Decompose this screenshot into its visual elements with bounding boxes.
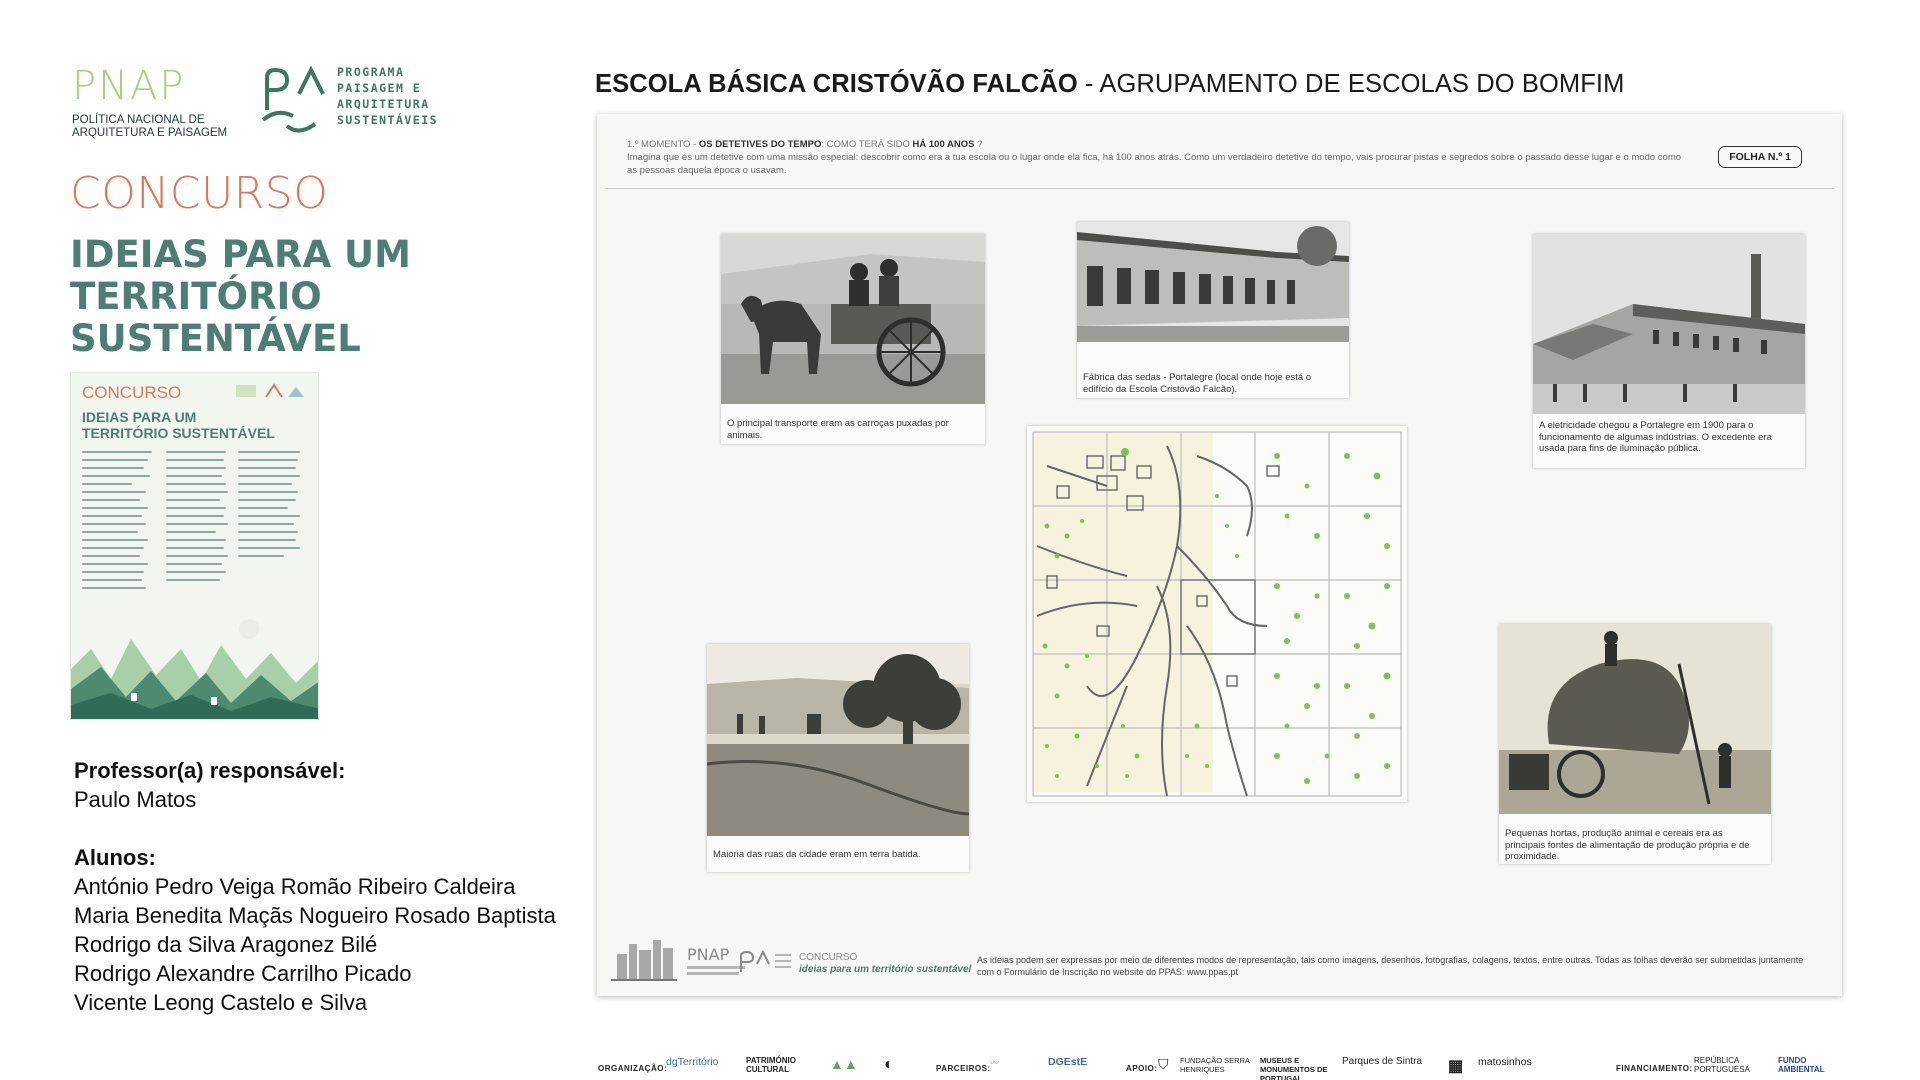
worksheet-footer-ppas-icon [737, 950, 793, 980]
ppas-mark-icon [259, 64, 331, 136]
worksheet-scan [597, 114, 1842, 996]
teacher-name: Paulo Matos [74, 787, 197, 812]
school-title [595, 70, 1624, 99]
pnap-subtitle [72, 114, 242, 140]
poster-label: CONCURSO [82, 383, 182, 402]
photo-horse-cart [721, 234, 985, 444]
pnap-logo [72, 64, 237, 140]
student-name: António Pedro Veiga Romão Ribeiro Caldeira [74, 874, 516, 899]
pnap-sub-line2: ARQUITETURA E PAISAGEM [72, 127, 228, 139]
financiamento-label: FINANCIAMENTO: [1616, 1064, 1693, 1073]
caption-factory: Fábrica das sedas - Portalegre (local onde hoje está o edifício da Escola Cristóvão Falcão). [1083, 372, 1312, 395]
poster-mountains-illustration [71, 609, 319, 719]
logos-row [72, 64, 438, 140]
contest-title-line3: SUSTENTÁVEL [70, 317, 361, 360]
caption-streets: Maioria das ruas da cidade eram em terra batida. [713, 849, 921, 860]
worksheet-footer-concurso: CONCURSO ideias para um território sustentável [799, 952, 972, 975]
sponsor-fundo-ambiental: FUNDO AMBIENTAL [1778, 1056, 1825, 1074]
teacher-heading: Professor(a) responsável: [74, 758, 346, 783]
student-name: Rodrigo Alexandre Carrilho Picado [74, 961, 412, 986]
student-name: Maria Benedita Maçãs Nogueiro Rosado Baptista [74, 903, 556, 928]
moment-title: 1.º MOMENTO - OS DETETIVES DO TEMPO: COMO TERÁ SIDO HÁ 100 ANOS ? [627, 139, 983, 150]
moment-intro: Imagina que és um detetive com uma missão especial: descobrir como era a tua escola ou o lugar onde ela fica, há 100 anos atrás. Como um verdadeiro detetive do tempo, vais procurar pistas e segredos sobre o passado desse lugar e o modo como as pessoas daquela época o usavam. [627, 152, 1682, 176]
sponsor-logo-icon: 〰 [990, 1058, 1000, 1068]
poster-logos-icon [236, 381, 306, 403]
poster-title [82, 409, 282, 441]
ppas-line4: SUSTENTÁVEIS [337, 113, 439, 127]
poster-body-text [82, 451, 307, 631]
silk-factory-image [1077, 222, 1349, 342]
caption-electricity: A eletricidade chegou a Portalegre em 1900 para o funcionamento de algumas indústrias. O excedente era usada para fins de iluminação pública. [1539, 420, 1772, 454]
pnap-mark: PNAP [72, 63, 186, 109]
sponsor-logo-icon: ▦ [1448, 1058, 1464, 1075]
sponsor-matosinhos: matosinhos [1478, 1056, 1532, 1068]
school-name: ESCOLA BÁSICA CRISTÓVÃO FALCÃO [595, 70, 1078, 98]
worksheet-footer-note: As ideias podem ser expressas por meio de diferentes modos de representação, tais como imagens, desenhos, fotografias, colagens, textos, entre outras. Todas as folhas deverão ser submetidas juntamente com o Formulário de Inscrição no website do PPAS: www.ppas.pt [977, 955, 1804, 977]
organizacao-label: ORGANIZAÇÃO: [598, 1064, 668, 1073]
hay-cart-image [1499, 624, 1771, 814]
contest-poster-thumbnail [70, 372, 319, 720]
photo-dirt-streets [707, 644, 969, 872]
student-name: Rodrigo da Silva Aragonez Bilé [74, 932, 378, 957]
student-name: Vicente Leong Castelo e Silva [74, 990, 368, 1015]
photo-farming [1499, 624, 1771, 864]
svg-text:PNAP: PNAP [687, 945, 730, 964]
sponsor-dgterritorio: dgTerritório [666, 1056, 719, 1068]
poster-title-line1: IDEIAS PARA UM [82, 409, 197, 425]
pnap-sub-line1: POLÍTICA NACIONAL DE [72, 114, 205, 126]
sponsor-parques: Parques de Sintra [1342, 1056, 1423, 1067]
ppas-line2: PAISAGEM E [337, 81, 422, 95]
sponsor-logo-icon: ◐ [884, 1056, 894, 1073]
caption-cart: O principal transporte eram as carroças puxadas por animais. [727, 418, 949, 441]
hand-drawn-map [1027, 426, 1407, 802]
parceiros-label: PARCEIROS: [936, 1064, 991, 1073]
photo-silk-factory [1077, 222, 1349, 398]
contest-title-line2: TERRITÓRIO [70, 275, 322, 318]
contest-title [70, 234, 430, 360]
worksheet-header [627, 138, 1687, 177]
horse-cart-image [721, 234, 985, 404]
sponsor-dgeste: DGEstE [1048, 1056, 1088, 1068]
map-drawing [1027, 426, 1407, 802]
credits [74, 756, 556, 1017]
ppas-line3: ARQUITETURA [337, 97, 430, 111]
caption-farming: Pequenas hortas, produção animal e cereais era as principais fontes de alimentação de produção própria e de proximidade. [1505, 828, 1750, 862]
folha-badge: FOLHA N.º 1 [1718, 146, 1802, 168]
sponsor-logo-icon: ▲▲ [830, 1056, 858, 1072]
ppas-text [337, 64, 438, 128]
sponsor-republica: REPÚBLICA PORTUGUESA [1694, 1056, 1750, 1074]
contest-title-line1: IDEIAS PARA UM [70, 233, 411, 276]
sponsor-museus: MUSEUS E MONUMENTOS DE PORTUGAL [1260, 1056, 1328, 1080]
sponsor-fundacao: FUNDAÇÃO SERRA HENRIQUES [1180, 1056, 1250, 1074]
ppas-line1: PROGRAMA [337, 65, 405, 79]
dirt-streets-image [707, 644, 969, 836]
sponsor-strip [598, 1054, 1848, 1080]
industrial-buildings-image [1533, 234, 1805, 414]
students-heading: Alunos: [74, 845, 156, 870]
contest-label: CONCURSO [70, 168, 329, 219]
school-group: - AGRUPAMENTO DE ESCOLAS DO BOMFIM [1077, 70, 1625, 98]
apoio-label: APOIO: [1126, 1064, 1158, 1073]
poster-title-line2: TERRITÓRIO SUSTENTÁVEL [82, 425, 275, 441]
shield-icon: ⛉ [1158, 1056, 1169, 1072]
ppas-logo [259, 64, 438, 136]
photo-electricity [1533, 234, 1805, 468]
sponsor-patrimonio: PATRIMÓNIO CULTURAL [746, 1056, 796, 1074]
